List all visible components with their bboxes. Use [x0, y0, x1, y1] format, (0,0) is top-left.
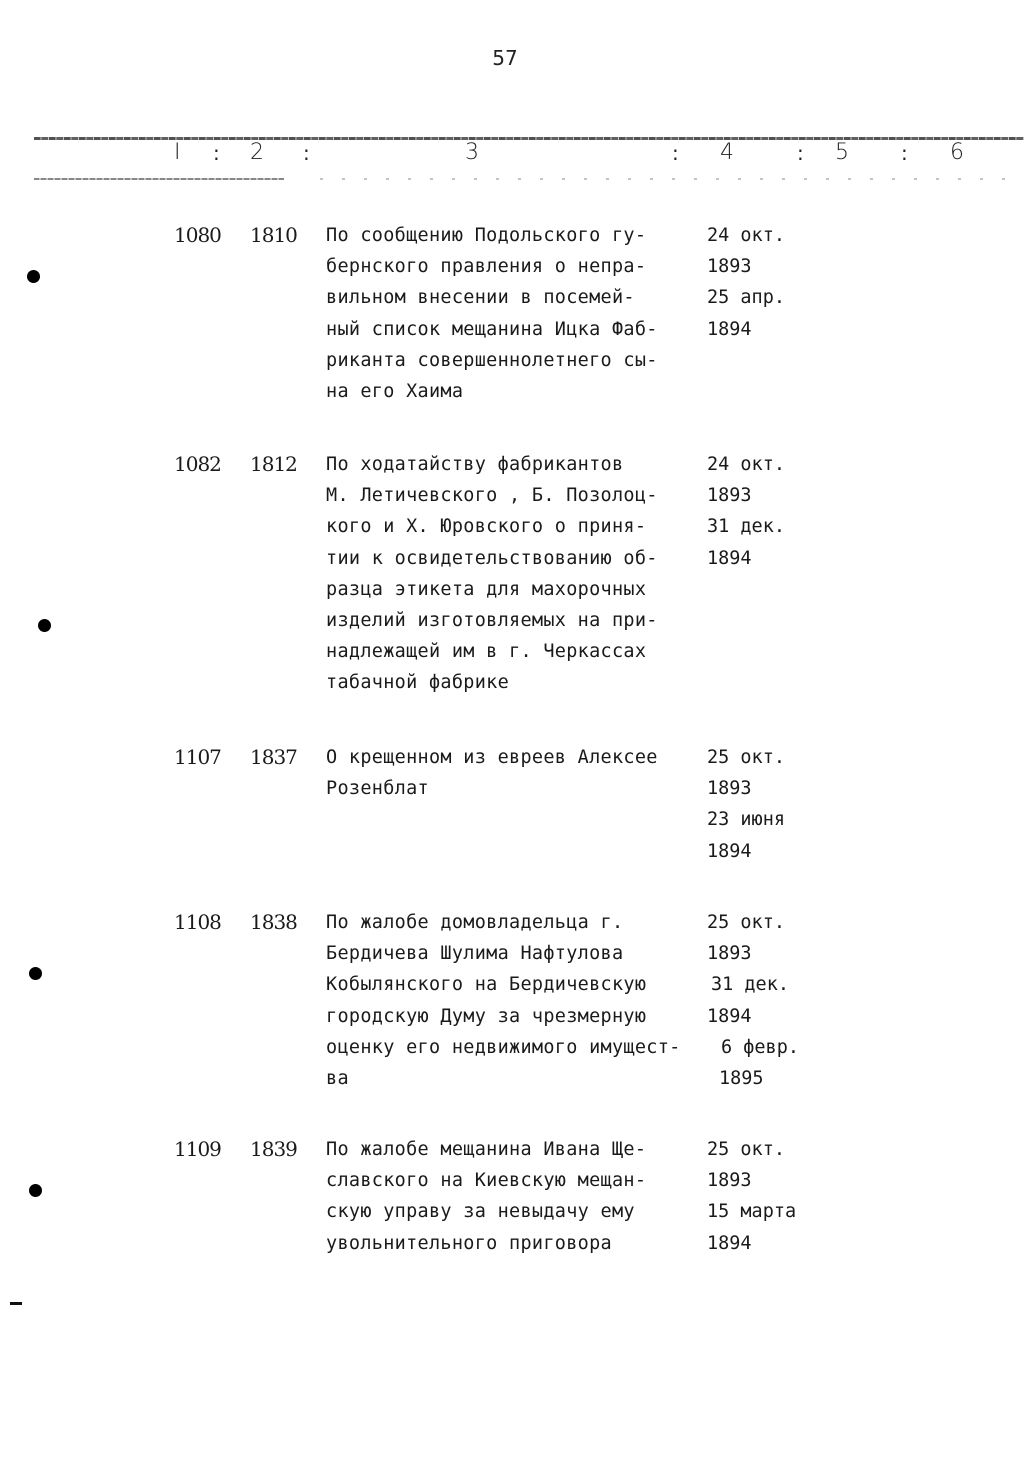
date-line: 25 окт.	[707, 912, 785, 933]
table-header-bottom-rule	[34, 178, 284, 180]
date-line: 24 окт.	[707, 225, 785, 246]
date-line: 24 окт.	[707, 454, 785, 475]
description-line: риканта совершеннолетнего сы-	[326, 349, 658, 371]
date-line: 6 февр.	[721, 1036, 799, 1058]
description-line: ный список мещанина Ицка Фаб-	[326, 318, 658, 340]
description-line: кого и Х. Юровского о приня-	[326, 516, 647, 538]
entry-description	[326, 220, 706, 407]
date-line: 1893	[707, 943, 752, 965]
column-header-4: 4	[720, 140, 734, 165]
description-line: славского на Киевскую мещан-	[326, 1170, 647, 1192]
date-line: 25 апр.	[707, 287, 785, 309]
page-number: 57	[492, 46, 518, 70]
punch-hole-icon	[27, 270, 40, 283]
date-line: 1893	[707, 256, 752, 278]
description-line: городскую Думу за чрезмерную	[326, 1005, 647, 1027]
description-line: По сообщению Подольского гу-	[326, 225, 647, 246]
entry-description	[326, 1134, 706, 1259]
description-line: надлежащей им в г. Черкассах	[326, 641, 647, 663]
entry-number: 1109	[174, 1137, 221, 1161]
description-line: табачной фабрике	[326, 672, 510, 694]
description-line: скую управу за невыдачу ему	[326, 1201, 635, 1223]
date-line: 31 дек.	[707, 516, 785, 538]
table-header-bottom-rule-faint	[320, 178, 1020, 180]
description-line: По жалобе домовладельца г.	[326, 912, 624, 933]
date-line: 1894	[707, 1005, 752, 1027]
description-line: Бердичева Шулима Нафтулова	[326, 943, 624, 965]
column-header-3: 3	[465, 140, 479, 165]
punch-hole-icon	[38, 619, 51, 632]
date-line: 23 июня	[707, 809, 785, 831]
entry-dates	[707, 907, 817, 1094]
old-entry-number: 1810	[250, 223, 297, 247]
date-line: 1894	[707, 318, 752, 340]
description-line: О крещенном из евреев Алексее	[326, 747, 658, 768]
old-entry-number: 1812	[250, 452, 297, 476]
description-line: ва	[326, 1068, 349, 1090]
date-line: 1895	[719, 1068, 764, 1090]
entry-number: 1082	[174, 452, 221, 476]
column-header-5: 5	[835, 140, 849, 165]
entry-dates	[707, 742, 817, 867]
column-separator: :	[797, 141, 804, 165]
description-line: М. Летичевского , Б. Позолоц-	[326, 485, 658, 507]
punch-hole-icon	[29, 967, 42, 980]
description-line: Кобылянского на Бердичевскую	[326, 974, 647, 996]
description-line: на его Хаима	[326, 381, 464, 403]
description-line: По ходатайству фабрикантов	[326, 454, 624, 475]
description-line: изделий изготовляемых на при-	[326, 610, 658, 632]
table-header-top-rule	[34, 137, 1024, 140]
description-line: вильном внесении в посемей-	[326, 287, 635, 309]
date-line: 1894	[707, 840, 752, 862]
column-header-2: 2	[250, 140, 264, 165]
column-separator: :	[303, 141, 310, 165]
description-line: Розенблат	[326, 778, 429, 800]
description-line: тии к освидетельствованию об-	[326, 547, 658, 569]
date-line: 25 окт.	[707, 1139, 785, 1160]
old-entry-number: 1837	[250, 745, 297, 769]
column-separator: :	[213, 141, 220, 165]
entry-number: 1107	[174, 745, 221, 769]
description-line: По жалобе мещанина Ивана Ще-	[326, 1139, 647, 1160]
description-line: оценку его недвижимого имущест-	[326, 1036, 681, 1058]
entry-dates	[707, 449, 817, 574]
column-header-6: 6	[950, 140, 964, 165]
punch-hole-icon	[29, 1184, 42, 1197]
date-line: 1894	[707, 1232, 752, 1254]
date-line: 25 окт.	[707, 747, 785, 768]
old-entry-number: 1838	[250, 910, 297, 934]
date-line: 1894	[707, 547, 752, 569]
date-line: 1893	[707, 485, 752, 507]
entry-dates	[707, 220, 817, 345]
date-line: 1893	[707, 1170, 752, 1192]
column-header-1: I	[174, 140, 181, 165]
description-line: бернского правления о непра-	[326, 256, 647, 278]
entry-number: 1080	[174, 223, 221, 247]
entry-description	[326, 907, 706, 1094]
date-line: 31 дек.	[711, 974, 789, 996]
entry-description	[326, 742, 706, 804]
column-separator: :	[672, 141, 679, 165]
entry-number: 1108	[174, 910, 221, 934]
entry-dates	[707, 1134, 817, 1259]
margin-mark	[10, 1302, 22, 1305]
description-line: разца этикета для махорочных	[326, 578, 647, 600]
old-entry-number: 1839	[250, 1137, 297, 1161]
column-separator: :	[901, 141, 908, 165]
description-line: увольнительного приговора	[326, 1232, 612, 1254]
entry-description	[326, 449, 706, 699]
date-line: 1893	[707, 778, 752, 800]
date-line: 15 марта	[707, 1201, 797, 1223]
